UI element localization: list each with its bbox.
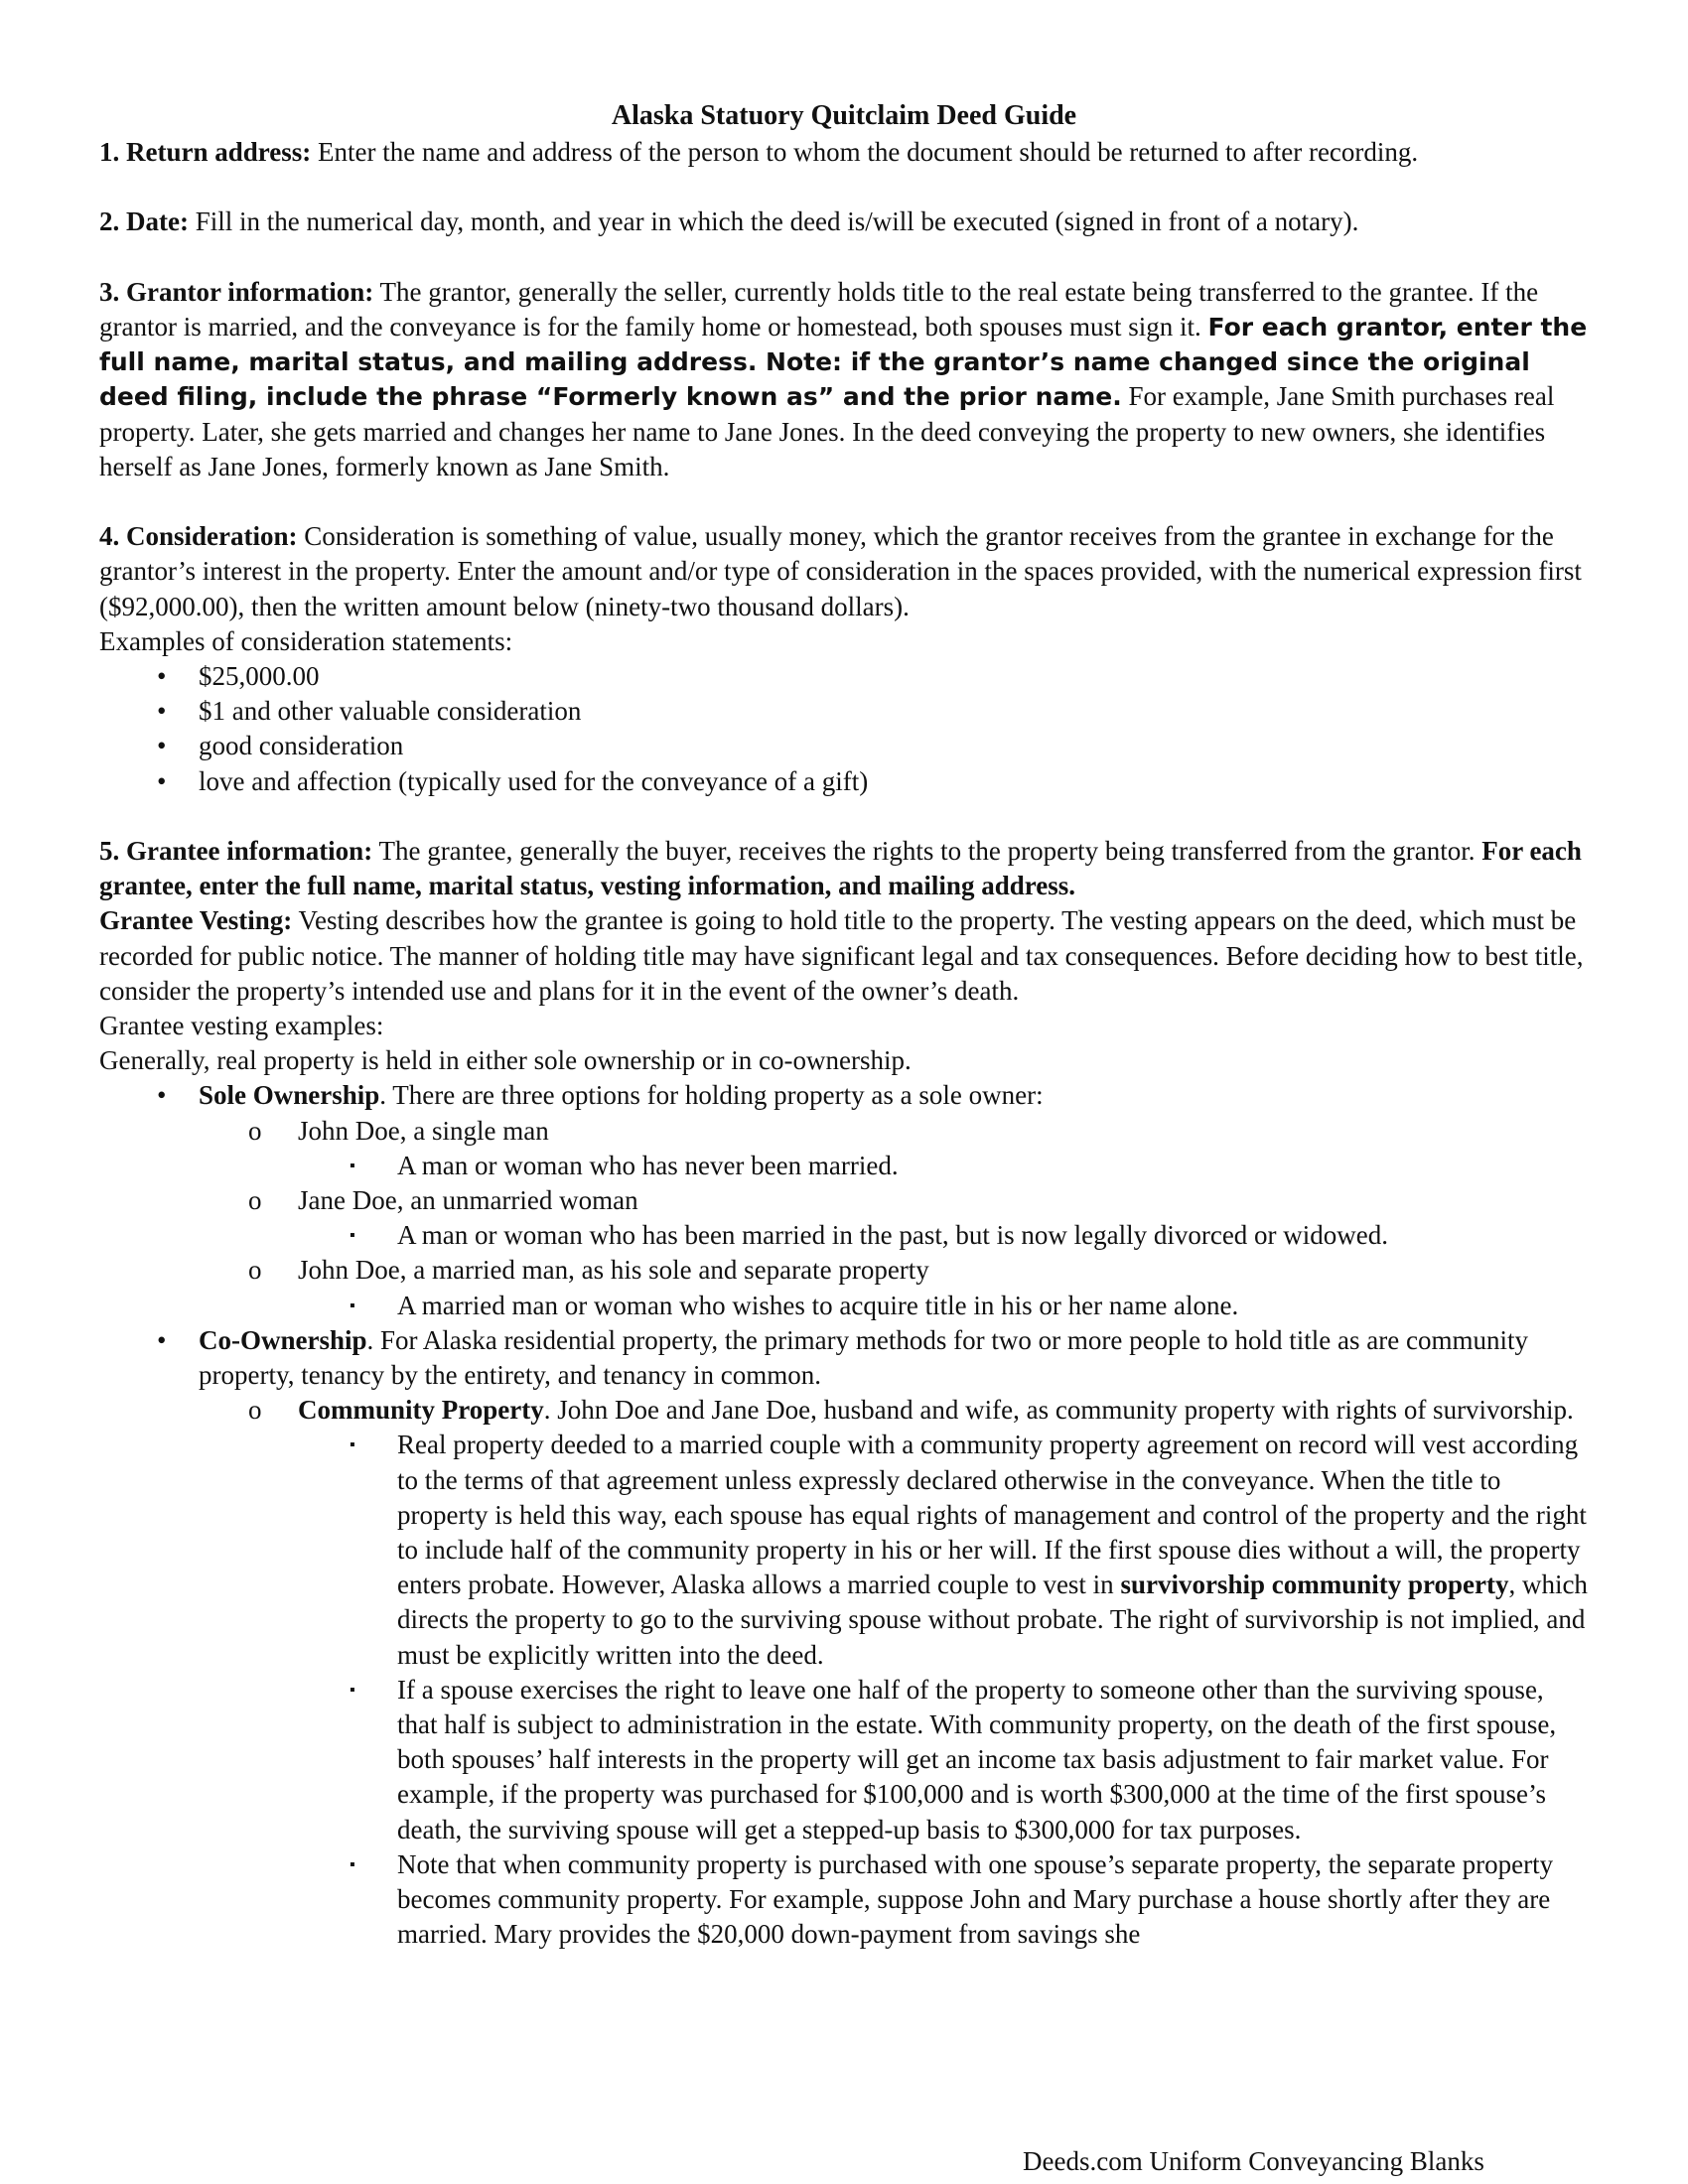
square-marker: ▪ [350, 1855, 355, 1873]
list-item: ▪ A man or woman who has never been married. [99, 1149, 1589, 1183]
section-emphasis: For each grantee, enter the full name, marital status, vesting information, and mailing address. [99, 836, 1582, 901]
section-grantee-information [99, 834, 1589, 903]
section-text: Enter the name and address of the person to whom the document should be returned to after recording. [311, 137, 1419, 167]
circle-marker: o [248, 1185, 262, 1216]
bullet-marker: • [157, 696, 167, 727]
page-footer: Deeds.com Uniform Conveyancing Blanks [1023, 2146, 1484, 2176]
square-marker: ▪ [350, 1681, 355, 1699]
bullet-marker: • [157, 765, 167, 796]
square-marker: ▪ [350, 1436, 355, 1454]
section-label: 3. Grantor information: [99, 276, 374, 307]
consideration-examples-intro: Examples of consideration statements: [99, 625, 513, 656]
document-body [99, 135, 1589, 1953]
document-title: Alaska Statuory Quitclaim Deed Guide [611, 100, 1077, 131]
bullet-marker: • [157, 731, 167, 761]
list-item: ▪ A man or woman who has been married in the past, but is now legally divorced or widowed. [99, 1218, 1589, 1253]
section-text: Vesting describes how the grantee is going to hold title to the property. The vesting appears on the deed, which must be recorded for public notice. The manner of holding title may have significant legal and tax consequences. Before deciding how to best title, consider the property’s intended use and plans for it in the event of the owner’s death. [99, 905, 1584, 1006]
list-item: ▪ Note that when community property is purchased with one spouse’s separate property, the separate property becomes community property. For example, suppose John and Mary purchase a house shortly after they are married. Mary provides the $20,000 down-payment from savings she [350, 1848, 1554, 1950]
list-item: • good consideration [99, 729, 1589, 763]
list-item: ▪ Real property deeded to a married couple with a community property agreement on record will vest according to the terms of that agreement unless expressly declared otherwise in the conveyance. When the title to property is held this way, each spouse has equal rights of management and control of the property and the right to include half of the community property in his or her will. If the first spouse dies without a will, the property enters probate. However, Alaska allows a married couple to vest in survivorship community property, which directs the property to go to the surviving spouse without probate. The right of survivorship is not implied, and must be explicitly written into the deed. [350, 1430, 1588, 1670]
ownership-list [99, 1078, 1589, 1952]
list-item-co-ownership: • Co-Ownership. For Alaska residential property, the primary methods for two or more people to hold title as are community property, tenancy by the entirety, and tenancy in common. [157, 1324, 1528, 1391]
list-item: ▪ If a spouse exercises the right to leave one half of the property to someone other than the surviving spouse, that half is subject to administration in the estate. With community property, on the death of the first spouse, both spouses’ half interests in the property will get an income tax basis adjustment to fair market value. For example, if the property was purchased for $100,000 and is worth $300,000 at the time of the first spouse’s death, the surviving spouse will get a stepped-up basis to $300,000 for tax purposes. [350, 1674, 1557, 1844]
section-date [99, 205, 1589, 239]
circle-marker: o [248, 1115, 262, 1146]
section-grantor-information [99, 275, 1589, 484]
list-item: o Jane Doe, an unmarried woman [99, 1183, 1589, 1218]
bullet-marker: • [157, 1324, 167, 1355]
list-item: ▪ A married man or woman who wishes to acquire title in his or her name alone. [99, 1289, 1589, 1323]
section-label: 2. Date: [99, 206, 189, 237]
list-item-sole-ownership: • Sole Ownership. There are three options for holding property as a sole owner: [99, 1078, 1589, 1113]
list-item-community-property: o Community Property. John Doe and Jane Doe, husband and wife, as community property with rights of survivorship. [99, 1393, 1589, 1428]
section-label: 5. Grantee information: [99, 836, 373, 866]
vesting-examples-intro: Grantee vesting examples: [99, 1011, 384, 1041]
list-item: o John Doe, a single man [99, 1114, 1589, 1149]
square-marker: ▪ [350, 1227, 355, 1245]
section-consideration [99, 519, 1589, 624]
section-return-address [99, 135, 1589, 170]
bullet-marker: • [157, 661, 167, 691]
section-label: 1. Return address: [99, 137, 312, 167]
square-marker: ▪ [350, 1297, 355, 1314]
list-item: • love and affection (typically used for the conveyance of a gift) [99, 764, 1589, 799]
section-text: The grantor, generally the seller, currently holds title to the real estate being transferred to the grantee. If the grantor is married, and the conveyance is for the family home or homestead, both spouses must sign it. [99, 276, 1539, 341]
section-text: For example, Jane Smith purchases real property. Later, she gets married and changes her name to Jane Jones. In the deed conveying the property to new owners, she identifies herself as Jane Jones, formerly known as Jane Smith. [99, 381, 1555, 481]
list-item: o John Doe, a married man, as his sole and separate property [99, 1253, 1589, 1288]
section-emphasis: For each grantor, enter the full name, marital status, and mailing address. Note: if the grantor’s name changed since the original deed filing, include the phrase “Formerly known as” and the prior name. [99, 312, 1588, 412]
section-text: Consideration is something of value, usually money, which the grantor receives from the grantee in exchange for the grantor’s interest in the property. Enter the amount and/or type of consideration in the spaces provided, with the numerical expression first ($92,000.00), then the written amount below (ninety-two thousand dollars). [99, 521, 1582, 621]
section-text: Fill in the numerical day, month, and year in which the deed is/will be executed (signed in front of a notary). [188, 206, 1359, 237]
ownership-intro: Generally, real property is held in either sole ownership or in co-ownership. [99, 1045, 912, 1076]
square-marker: ▪ [350, 1157, 355, 1174]
list-item: • $1 and other valuable consideration [99, 694, 1589, 729]
section-text: The grantee, generally the buyer, receives the rights to the property being transferred from the grantor. [372, 836, 1482, 866]
circle-marker: o [248, 1395, 262, 1426]
section-label: Grantee Vesting: [99, 905, 293, 936]
consideration-examples-list [99, 659, 1589, 799]
section-label: 4. Consideration: [99, 521, 298, 552]
grantee-vesting [99, 903, 1589, 1009]
bullet-marker: • [157, 1080, 167, 1111]
list-item: • $25,000.00 [99, 659, 1589, 694]
circle-marker: o [248, 1255, 262, 1286]
